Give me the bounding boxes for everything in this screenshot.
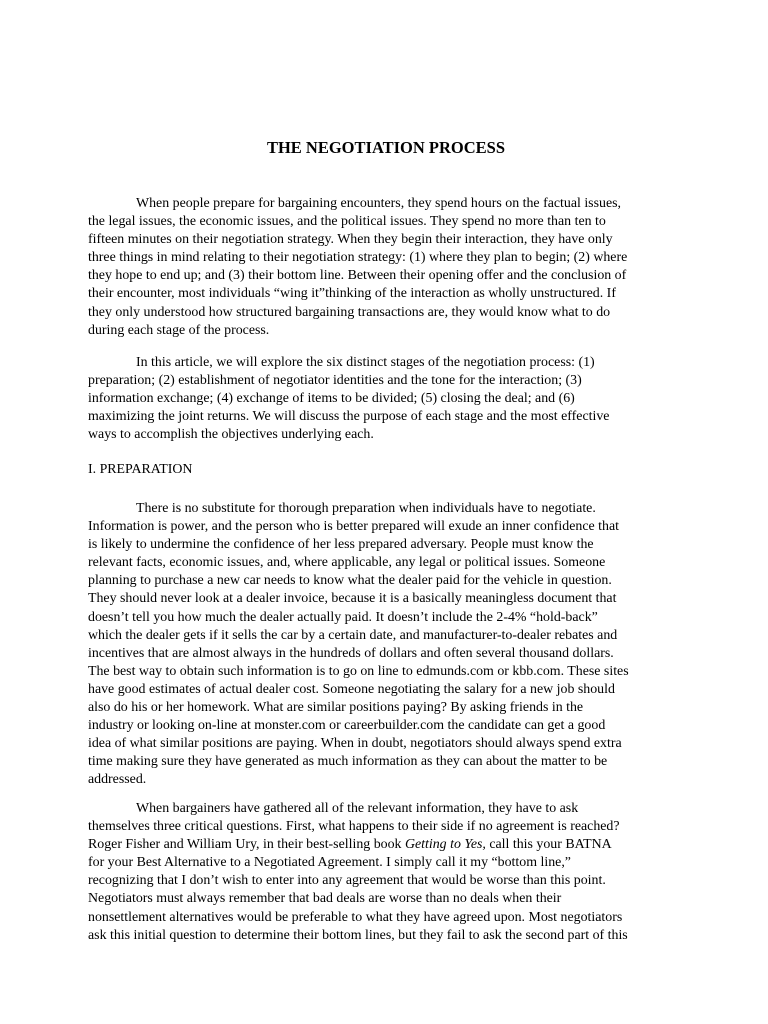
- paragraph-overview: [88, 354, 684, 444]
- text-line: the legal issues, the economic issues, and the political issues. They spend no more than ten to: [88, 214, 606, 230]
- text-line: They should never look at a dealer invoice, because it is a basically meaningless document that: [88, 591, 617, 607]
- text-line: which the dealer gets if it sells the car by a certain date, and manufacturer-to-dealer rebates and: [88, 627, 618, 643]
- text-line: When people prepare for bargaining encounters, they spend hours on the factual issues,: [136, 196, 621, 211]
- text-line: The best way to obtain such information is to go on line to edmunds.com or kbb.com. These sites: [88, 663, 629, 679]
- text-line: ways to accomplish the objectives underlying each.: [88, 427, 374, 443]
- text-segment: Roger Fisher and William Ury, in their best-selling book: [88, 837, 405, 853]
- text-line: preparation; (2) establishment of negotiator identities and the tone for the interaction; (3): [88, 373, 582, 389]
- text-line: In this article, we will explore the six distinct stages of the negotiation process: (1): [136, 355, 595, 370]
- paragraph-preparation: [88, 500, 684, 790]
- text-line: doesn’t tell you how much the dealer actually paid. It doesn’t include the 2-4% “hold-back”: [88, 609, 598, 625]
- text-line: information exchange; (4) exchange of items to be divided; (5) closing the deal; and (6): [88, 391, 575, 407]
- text-line-with-book-title: [88, 836, 684, 854]
- text-segment: call this your BATNA: [485, 837, 612, 853]
- paragraph-critical-questions: [88, 800, 684, 945]
- text-line: maximizing the joint returns. We will discuss the purpose of each stage and the most effective: [88, 409, 610, 425]
- text-line: planning to purchase a new car needs to know what the dealer paid for the vehicle in question.: [88, 573, 612, 589]
- text-line: fifteen minutes on their negotiation strategy. When they begin their interaction, they have only: [88, 232, 613, 248]
- text-line: have good estimates of actual dealer cost. Someone negotiating the salary for a new job should: [88, 681, 615, 697]
- text-line: industry or looking on-line at monster.com or careerbuilder.com the candidate can get a good: [88, 718, 606, 734]
- text-line: idea of what similar positions are paying. When in doubt, negotiators should always spend extra: [88, 736, 622, 752]
- text-line: is likely to undermine the confidence of her less prepared adversary. People must know the: [88, 537, 594, 553]
- text-line: they only understood how structured bargaining transactions are, they would know what to do: [88, 304, 611, 320]
- text-line: they hope to end up; and (3) their bottom line. Between their opening offer and the conclusion of: [88, 268, 627, 284]
- text-line: addressed.: [88, 772, 147, 788]
- text-line: their encounter, most individuals “wing it”thinking of the interaction as wholly unstructured. If: [88, 286, 616, 302]
- text-line: also do his or her homework. What are similar positions paying? By asking friends in the: [88, 700, 584, 716]
- section-heading-preparation: I. PREPARATION: [88, 462, 193, 477]
- text-line: ask this initial question to determine their bottom lines, but they fail to ask the second part of this: [88, 927, 628, 943]
- text-line: There is no substitute for thorough preparation when individuals have to negotiate.: [136, 501, 596, 516]
- text-line: relevant facts, economic issues, and, where applicable, any legal or political issues. Someone: [88, 555, 606, 571]
- text-line: When bargainers have gathered all of the relevant information, they have to ask: [136, 801, 579, 816]
- text-line: nonsettlement alternatives would be preferable to what they have agreed upon. Most negotiators: [88, 909, 623, 925]
- text-line: time making sure they have generated as much information as they can about the matter to be: [88, 754, 608, 770]
- text-line: incentives that are almost always in the hundreds of dollars and often several thousand dollars.: [88, 645, 614, 661]
- text-line: Negotiators must always remember that bad deals are worse than no deals when their: [88, 891, 562, 907]
- text-line: for your Best Alternative to a Negotiated Agreement. I simply call it my “bottom line,”: [88, 855, 571, 871]
- text-line: themselves three critical questions. First, what happens to their side if no agreement is reached?: [88, 819, 620, 835]
- paragraph-intro: [88, 195, 684, 340]
- book-title: Getting to Yes,: [404, 837, 486, 853]
- text-line: Information is power, and the person who is better prepared will exude an inner confidence that: [88, 519, 619, 535]
- text-line: recognizing that I don’t wish to enter into any agreement that would be worse than this point.: [88, 873, 606, 889]
- text-line: three things in mind relating to their negotiation strategy: (1) where they plan to begin; (2) where: [88, 250, 628, 266]
- text-line: during each stage of the process.: [88, 322, 270, 338]
- document-title: THE NEGOTIATION PROCESS: [266, 138, 506, 157]
